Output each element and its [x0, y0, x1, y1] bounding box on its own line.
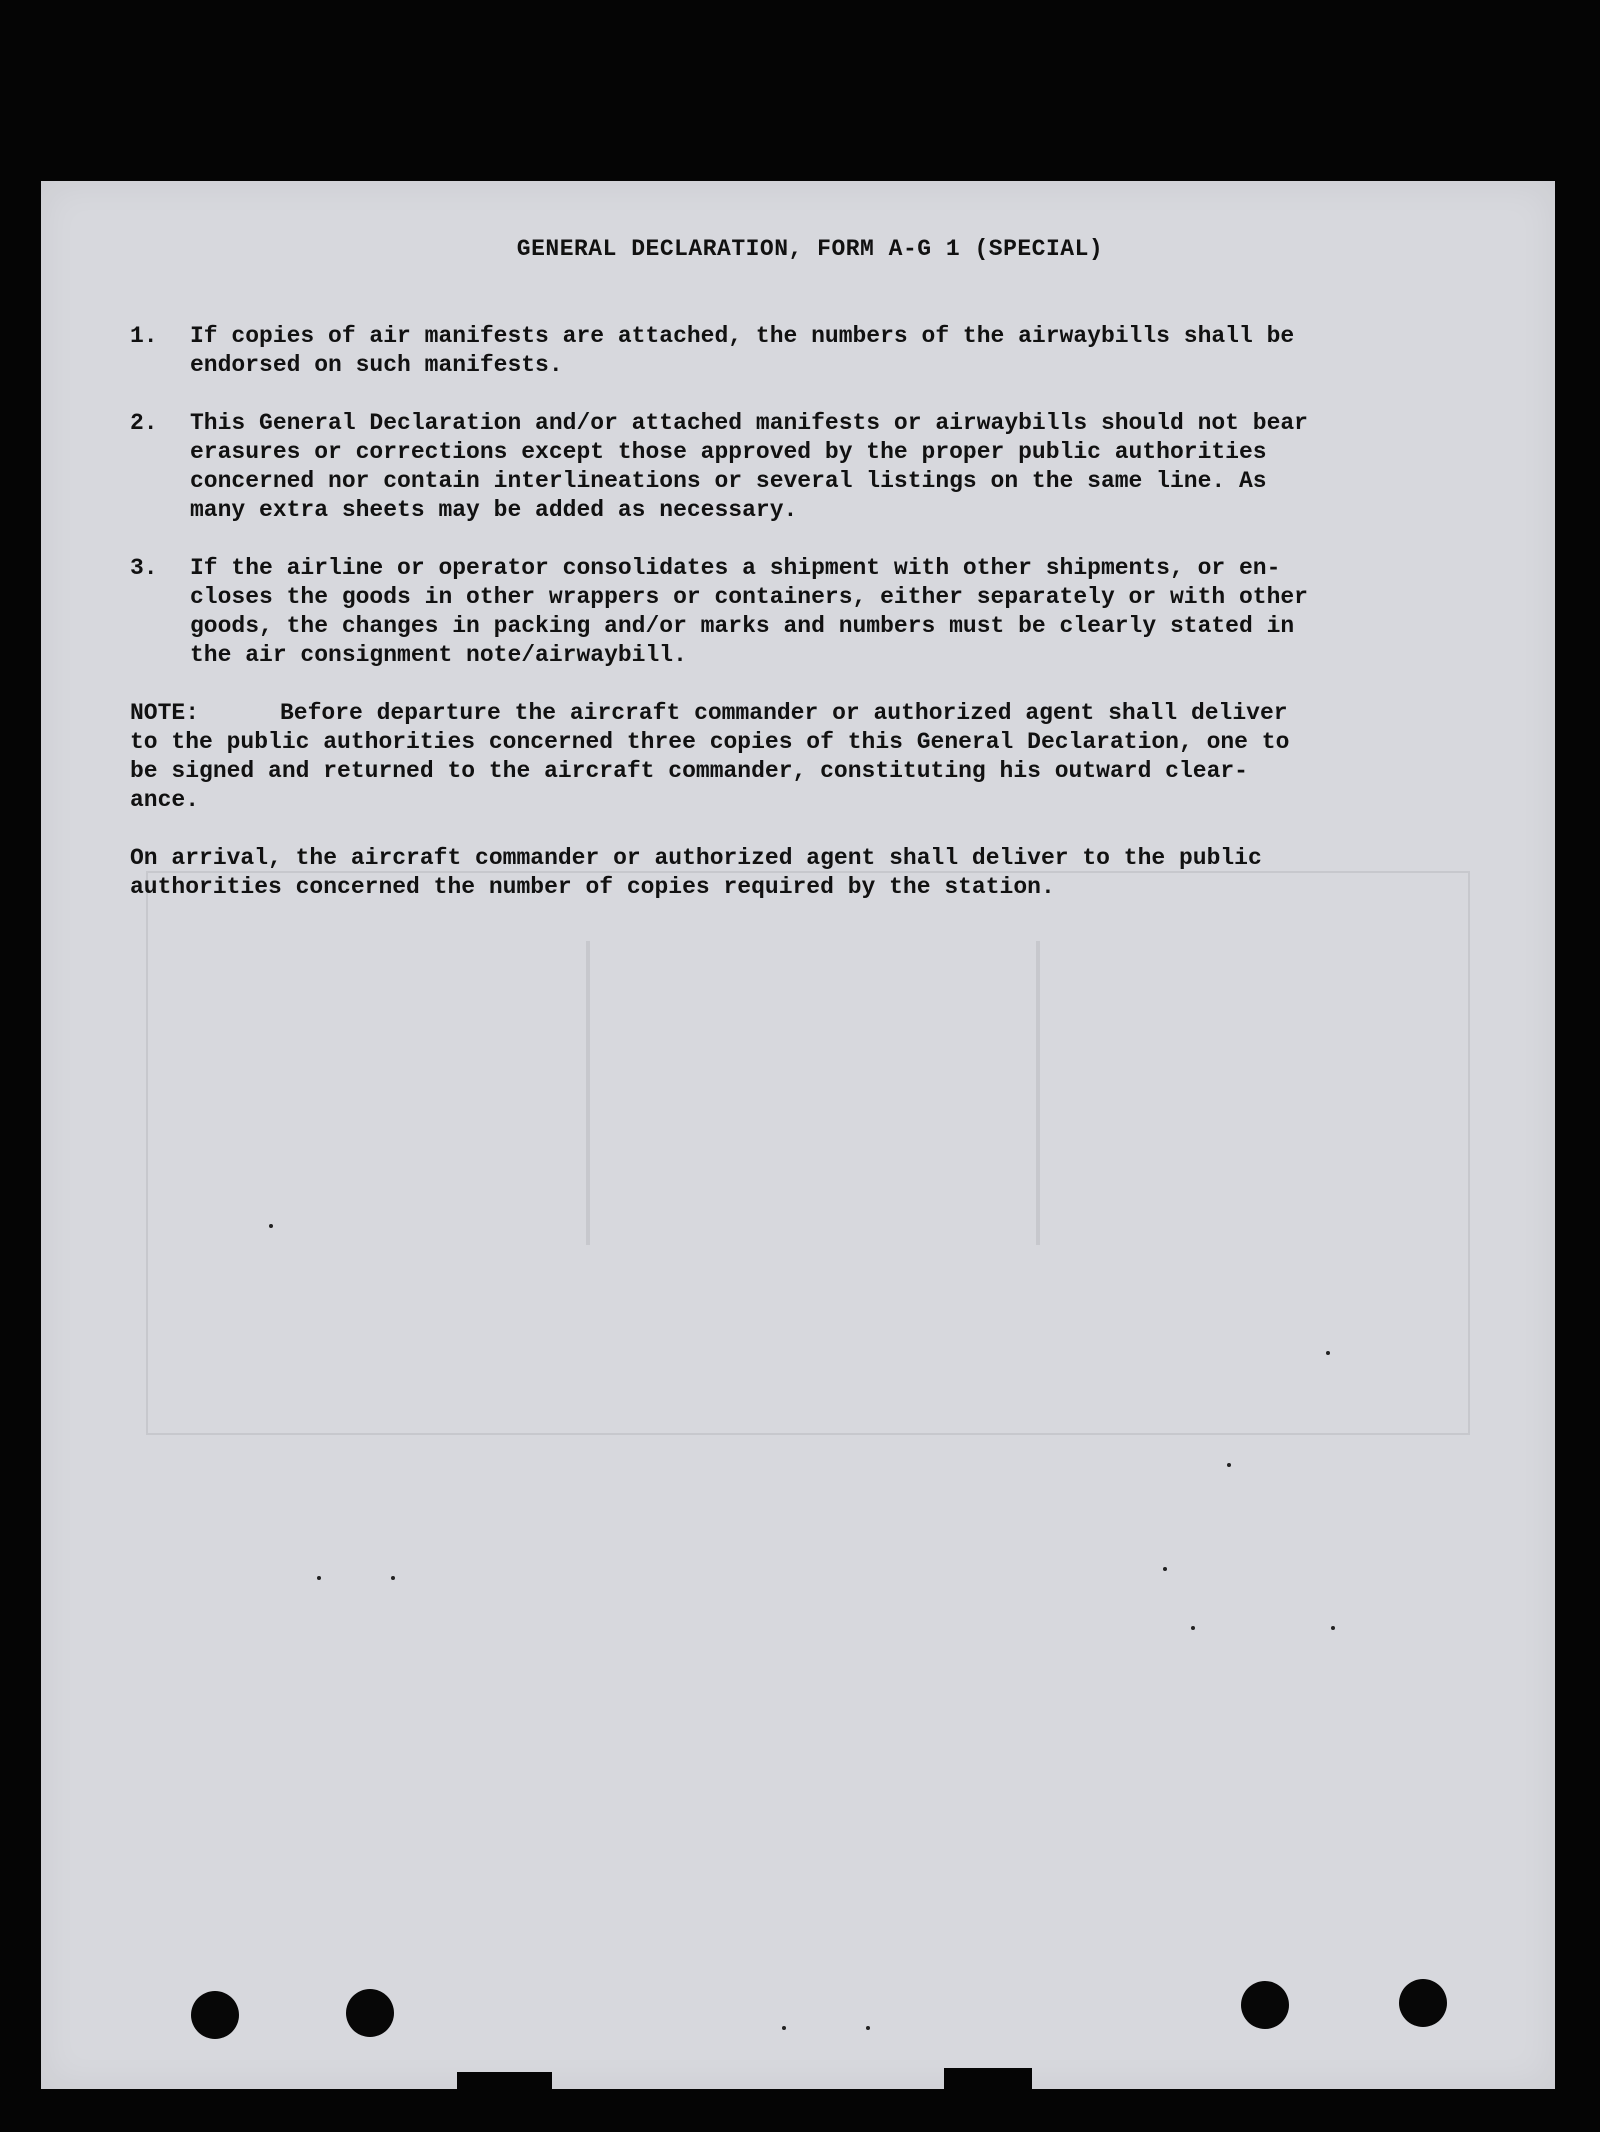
- note-label: NOTE:: [130, 700, 200, 726]
- list-item-text: If the airline or operator consolidates a shipment with other shipments, or en- closes the goods in other wrappers or containers, either separately or with other goods, the changes in packing and/or marks and numbers must be clearly stated in the air consignment note/airwaybill.: [190, 555, 1308, 668]
- arrival-paragraph: On arrival, the aircraft commander or authorized agent shall deliver to the public authorities concerned the number of copies required by the station.: [130, 845, 1262, 900]
- speck: [866, 2026, 870, 2030]
- document-body: [130, 235, 1430, 902]
- speck: [269, 1224, 273, 1228]
- list-item-number: 1.: [130, 323, 158, 349]
- binder-tab: [457, 2072, 552, 2112]
- list-item: [130, 322, 1430, 380]
- note-text: Before departure the aircraft commander or authorized agent shall deliver to the public authorities concerned three copies of this General Declaration, one to be signed and returned to the aircraft commander, constituting his outward clear- ance.: [130, 700, 1290, 813]
- punch-hole: [346, 1989, 394, 2037]
- speck: [1331, 1626, 1335, 1630]
- punch-hole: [1399, 1979, 1447, 2027]
- speck: [317, 1576, 321, 1580]
- bleed-through-table: [146, 871, 1470, 1435]
- document-title: GENERAL DECLARATION, FORM A-G 1 (SPECIAL): [516, 236, 1104, 262]
- bleed-through-column: [586, 941, 590, 1245]
- speck: [1163, 1567, 1167, 1571]
- list-item-text: This General Declaration and/or attached manifests or airwaybills should not bear erasures or corrections except those approved by the proper public authorities concerned nor contain interlineations or several listings on the same line. As many extra sheets may be added as necessary.: [190, 410, 1308, 523]
- list-item-number: 2.: [130, 410, 158, 436]
- list-item-text: If copies of air manifests are attached, the numbers of the airwaybills shall be endorsed on such manifests.: [190, 323, 1295, 378]
- speck: [1326, 1351, 1330, 1355]
- note-paragraph: [130, 699, 1430, 815]
- punch-hole: [1241, 1981, 1289, 2029]
- speck: [782, 2026, 786, 2030]
- list-item-number: 3.: [130, 555, 158, 581]
- list-item: [130, 409, 1430, 525]
- speck: [391, 1576, 395, 1580]
- speck: [1227, 1463, 1231, 1467]
- punch-hole: [191, 1991, 239, 2039]
- binder-tab: [944, 2068, 1032, 2108]
- list-item: [130, 554, 1430, 670]
- bleed-through-column: [1036, 941, 1040, 1245]
- speck: [1191, 1626, 1195, 1630]
